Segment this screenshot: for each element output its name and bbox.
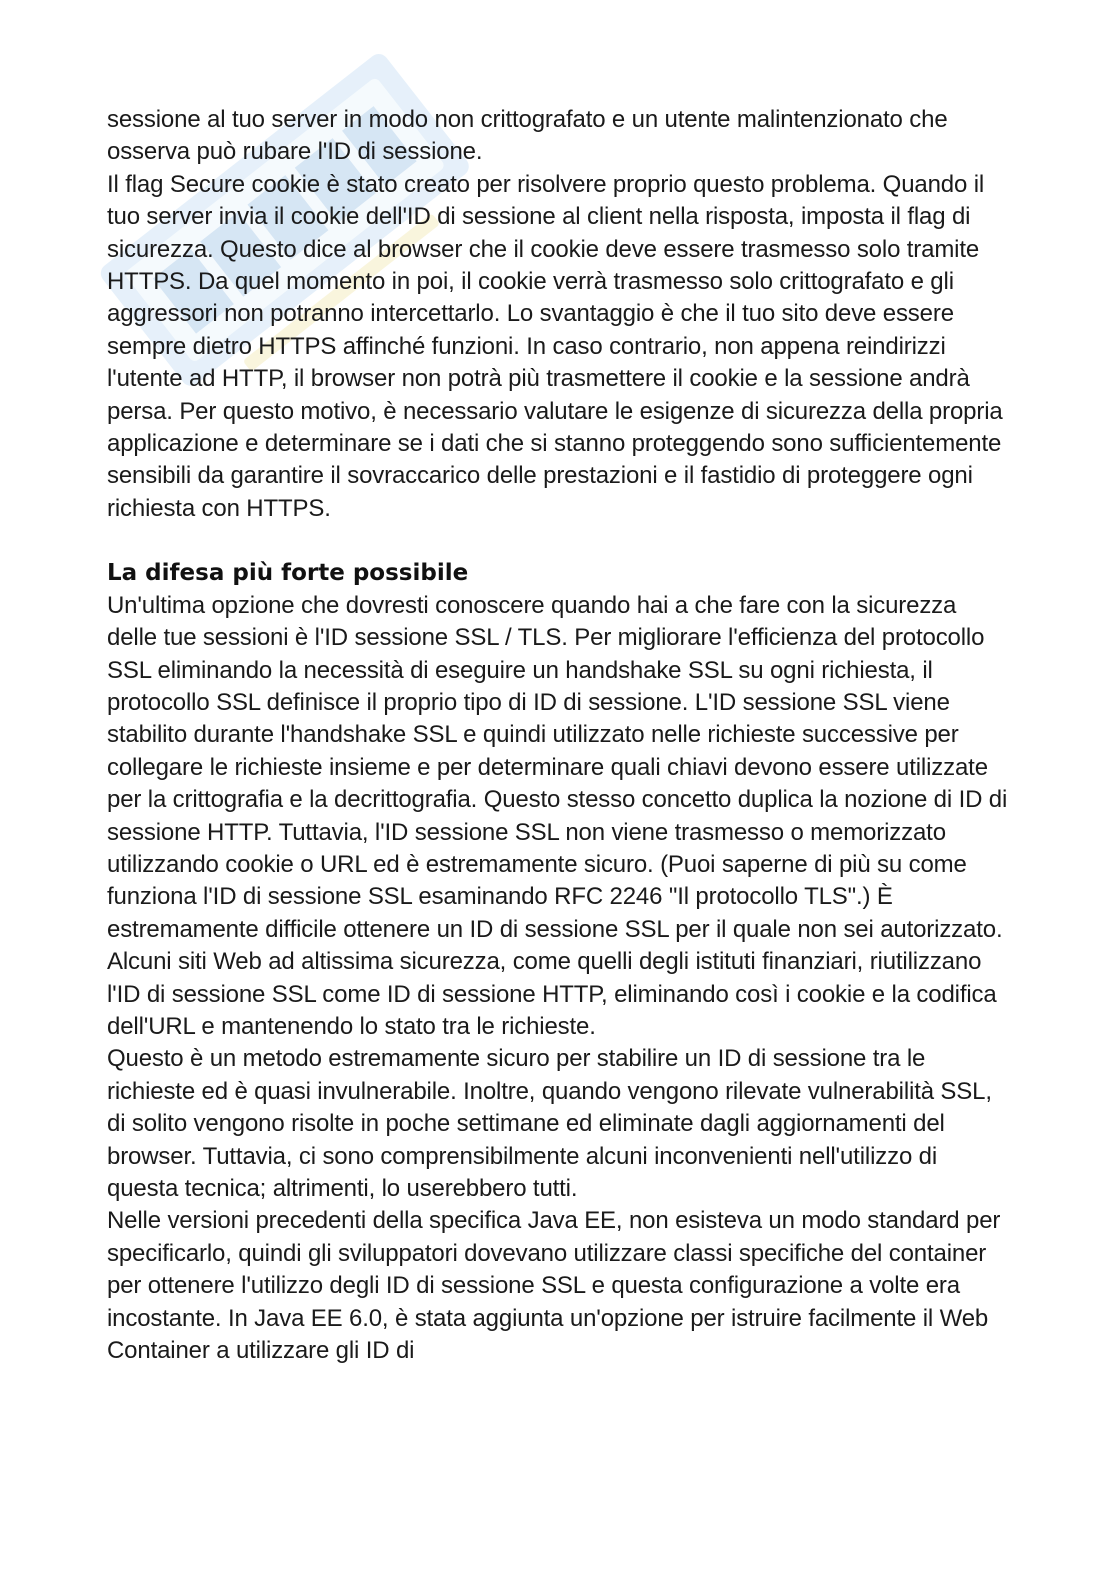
paragraph: sessione al tuo server in modo non crittografato e un utente malintenzionato che osserva può rubare l'ID di sessione.: [107, 106, 948, 166]
paragraph: Questo è un metodo estremamente sicuro per stabilire un ID di sessione tra le richieste ed è quasi invulnerabile. Inoltre, quando vengono rilevate vulnerabilità SSL, di solito vengono risolte in poche settimane ed eliminate dagli aggiornamenti del browser. Tuttavia, ci sono comprensibilmente alcuni inconvenienti nell'utilizzo di questa tecnica; altrimenti, lo userebbero tutti.: [107, 1045, 992, 1202]
section-heading: La difesa più forte possibile: [107, 560, 469, 587]
paragraph-gap: [107, 525, 1012, 557]
paragraph: Il flag Secure cookie è stato creato per risolvere proprio questo problema. Quando il tuo server invia il cookie dell'ID di sessione al client nella risposta, imposta il flag di sicurezza. Questo dice al browser che il cookie deve essere trasmesso solo tramite HTTPS. Da quel momento in poi, il cookie verrà trasmesso solo crittografato e gli aggressori non potranno intercettarlo. Lo svantaggio è che il tuo sito deve essere sempre dietro HTTPS affinché funzioni. In caso contrario, non appena reindirizzi l'utente ad HTTP, il browser non potrà più trasmettere il cookie e la sessione andrà persa. Per questo motivo, è necessario valutare le esigenze di sicurezza della propria applicazione e determinare se i dati che si stanno proteggendo sono sufficientemente sensibili da garantire il sovraccarico delle prestazioni e il fastidio di proteggere ogni richiesta con HTTPS.: [107, 170, 1003, 522]
paragraph: Nelle versioni precedenti della specifica Java EE, non esisteva un modo standard per specificarlo, quindi gli sviluppatori dovevano utilizzare classi specifiche del container per ottenere l'utilizzo degli ID di sessione SSL e questa configurazione a volte era incostante. In Java EE 6.0, è stata aggiunta un'opzione per istruire facilmente il Web Container a utilizzare gli ID di: [107, 1207, 1001, 1365]
paragraph: Un'ultima opzione che dovresti conoscere quando hai a che fare con la sicurezza delle tue sessioni è l'ID sessione SSL / TLS. Per migliorare l'efficienza del protocollo SSL eliminando la necessità di eseguire un handshake SSL su ogni richiesta, il protocollo SSL definisce il proprio tipo di ID di sessione. L'ID sessione SSL viene stabilito durante l'handshake SSL e quindi utilizzato nelle richieste successive per collegare le richieste insieme e per determinare quali chiavi devono essere utilizzate per la crittografia e la decrittografia. Questo stesso concetto duplica la nozione di ID di sessione HTTP. Tuttavia, l'ID sessione SSL non viene trasmesso o memorizzato utilizzando cookie o URL ed è estremamente sicuro. (Puoi saperne di più su come funziona l'ID di sessione SSL esaminando RFC 2246 "Il protocollo TLS".) È estremamente difficile ottenere un ID di sessione SSL per il quale non sei autorizzato. Alcuni siti Web ad altissima sicurezza, come quelli degli istituti finanziari, riutilizzano l'ID di sessione SSL come ID di sessione HTTP, eliminando così i cookie e la codifica dell'URL e mantenendo lo stato tra le richieste.: [107, 591, 1008, 1040]
document-body: [107, 104, 1012, 1367]
